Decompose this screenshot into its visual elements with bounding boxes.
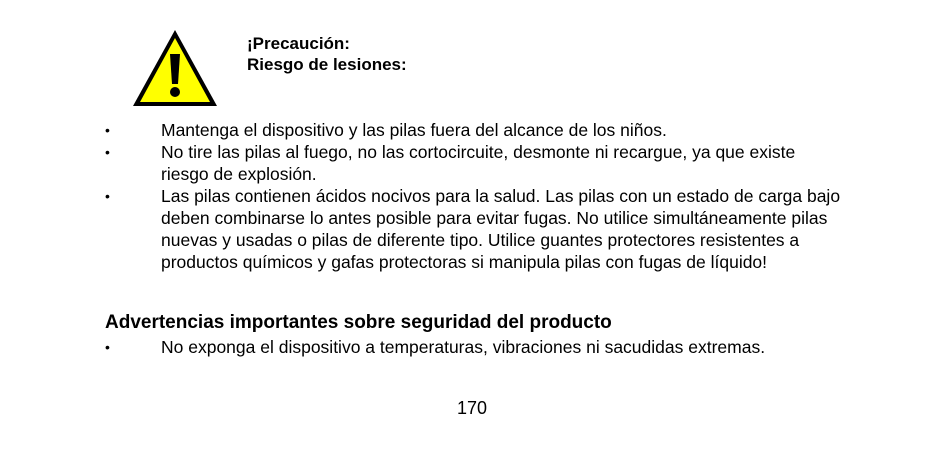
warning-list — [105, 119, 845, 273]
bullet-icon: • — [105, 144, 110, 160]
list-item-text: No tire las pilas al fuego, no las cortocircuite, desmonte ni recargue, ya que existe riesgo de explosión. — [161, 142, 796, 184]
section-heading: Advertencias importantes sobre seguridad del producto — [105, 312, 612, 333]
caution-title: ¡Precaución: — [247, 34, 350, 53]
list-item-text: No exponga el dispositivo a temperaturas, vibraciones ni sacudidas extremas. — [161, 337, 766, 357]
caution-subtitle: Riesgo de lesiones: — [247, 55, 407, 74]
bullet-icon: • — [105, 122, 110, 138]
list-item — [105, 119, 845, 141]
list-item — [105, 185, 845, 273]
list-item — [105, 336, 845, 358]
caution-heading — [247, 33, 407, 75]
list-item — [105, 141, 845, 185]
safety-list — [105, 336, 845, 358]
list-item-text: Las pilas contienen ácidos nocivos para la salud. Las pilas con un estado de carga bajo deben combinarse lo antes posible para evitar fugas. No utilice simultáneamente pilas nuevas y usadas o pilas de diferente tipo. Utilice guantes protectores resistentes a productos químicos y gafas protectoras si manipula pilas con fugas de líquido! — [161, 186, 841, 272]
page-number: 170 — [456, 398, 488, 418]
warning-triangle-icon — [131, 28, 219, 108]
bullet-icon: • — [105, 188, 110, 204]
bullet-icon: • — [105, 339, 110, 355]
list-item-text: Mantenga el dispositivo y las pilas fuera del alcance de los niños. — [161, 120, 667, 140]
